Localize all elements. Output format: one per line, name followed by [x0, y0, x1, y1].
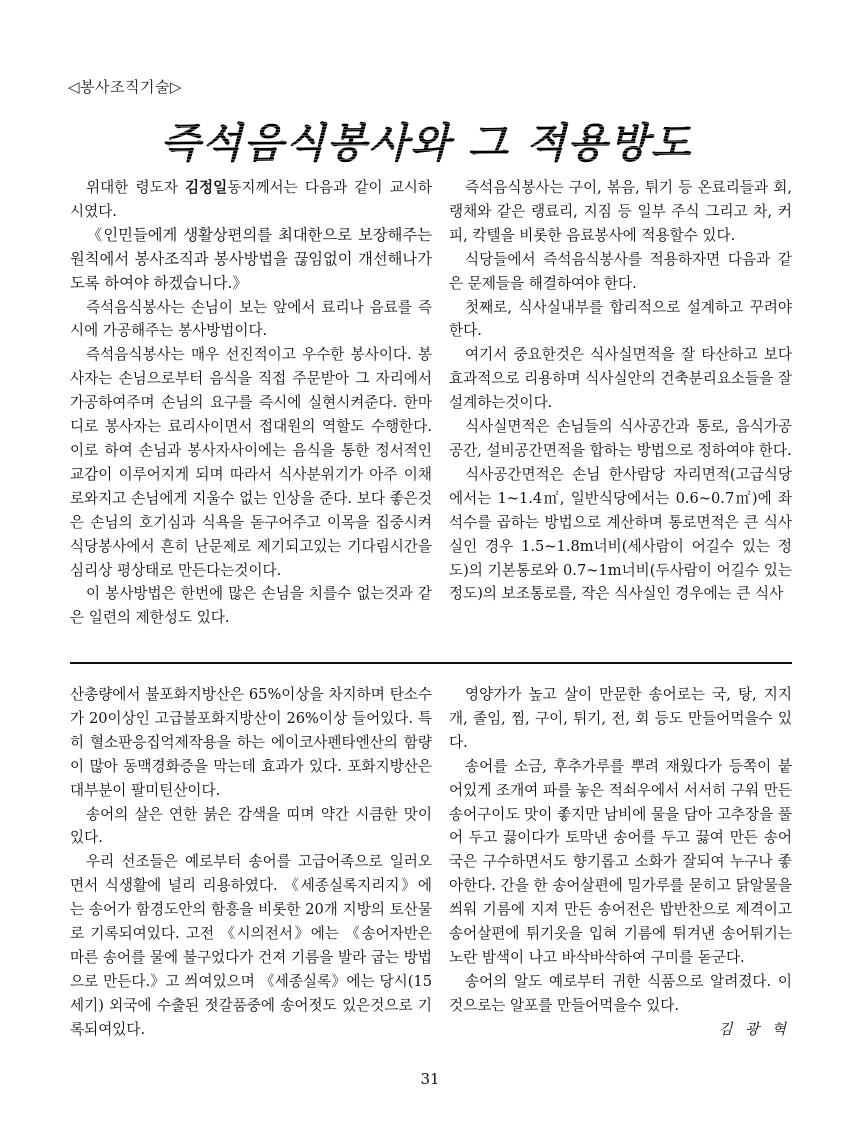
- paragraph: 첫째로, 식사실내부를 합리적으로 설계하고 꾸려야 한다.: [449, 298, 792, 340]
- article-title: 즉석음식봉사와 그 적용방도: [156, 112, 703, 174]
- paragraph: 식사실면적은 손님들의 식사공간과 통로, 음식가공공간, 설비공간면적을 합하는 방법으로 정하여야 한다.: [449, 418, 792, 459]
- paragraph: 우리 선조들은 예로부터 송어를 고급어족으로 일러오면서 식생활에 널리 리용하였다. 《세종실록지리지》에는 송어가 함경도안의 함흥을 비롯한 20개 지방의 토산물로 기록되여있다. 고전 《시의전서》에는 《송어자반은 마른 송어를 물에 불구었다가 건져 기름을 발라 굽는 방법으로 만든다.》고 씌여있으며 《세종실록》에는 당시(15세기) 외국에 수출된 젓갈품중에 송어젓도 있은것으로 기록되여있다.: [70, 853, 432, 1038]
- article-title-block: [60, 112, 800, 174]
- top-left-column: [70, 176, 432, 630]
- bottom-right-column: [449, 683, 792, 1042]
- paragraph: 송어의 알도 예로부터 귀한 식품으로 알려졌다. 이것으로는 알포를 만들어먹을수 있다.: [449, 972, 792, 1014]
- bottom-left-column: [70, 683, 432, 1042]
- quotation-paragraph: 《인민들에게 생활상편의를 최대한으로 보장해주는 원칙에서 봉사조직과 봉사방법을 끊임없이 개선해나가도록 하여야 하겠습니다.》: [70, 225, 432, 292]
- paragraph: 식사공간면적은 손님 한사람당 자리면적(고급식당에서는 1~1.4㎡, 일반식당에서는 0.6~0.7㎡)에 좌석수를 곱하는 방법으로 계산하며 통로면적은 큰 식사실인 경우 1.5~1.8m너비(세사람이 어길수 있는 정도)의 기본통로와 0.7~1m너비(두사람이 어길수 있는 정도)의 보조통로를, 작은 식사실인 경우에는 큰 식사: [449, 465, 792, 603]
- paragraph: 이 봉사방법은 한번에 많은 손님을 치를수 없는것과 같은 일련의 제한성도 있다.: [70, 585, 432, 627]
- intro-text-post: 동지께서는 다음과 같이 교시하시였다.: [70, 179, 432, 220]
- paragraph: 즉석음식봉사는 손님이 보는 앞에서 료리나 음료를 즉시에 가공해주는 봉사방법이다.: [70, 298, 432, 340]
- top-right-column: [449, 176, 792, 606]
- paragraph: 여기서 중요한것은 식사실면적을 잘 타산하고 보다 효과적으로 리용하며 식사실안의 건축분리요소들을 잘 설계하는것이다.: [449, 346, 792, 412]
- leader-name: 김정일: [184, 179, 228, 196]
- page-number: 31: [420, 1070, 440, 1088]
- paragraph: 식당들에서 즉석음식봉사를 적용하자면 다음과 같은 문제들을 해결하여야 한다.: [449, 250, 792, 292]
- paragraph: 산총량에서 불포화지방산은 65%이상을 차지하며 탄소수가 20이상인 고급불포화지방산이 26%이상 들어있다. 특히 혈소판응집억제작용을 하는 에이코사펜타엔산의 함량이 많아 동맥경화증을 막는데 효과가 있다. 포화지방산은 대부분이 팔미틴산이다.: [70, 686, 432, 799]
- paragraph: 송어의 살은 연한 붉은 감색을 띠며 약간 시큼한 맛이 있다.: [70, 805, 432, 847]
- paragraph: 즉석음식봉사는 매우 선진적이고 우수한 봉사이다. 봉사자는 손님으로부터 음식을 직접 주문받아 그 자리에서 가공하여주며 손님의 요구를 즉시에 실현시켜준다. 한마디로 봉사자는 료리사이면서 접대원의 역할도 수행한다. 이로 하여 손님과 봉사자사이에는 음식을 통한 정서적인 교감이 이루어지게 되며 따라서 식사분위기가 아주 이채로와지고 손님에게 지울수 없는 인상을 준다. 보다 좋은것은 손님의 호기심과 식욕을 돋구어주고 이목을 집중시켜 식당봉사에서 흔히 난문제로 제기되고있는 기다림시간을 심리상 평상태로 만든다는것이다.: [70, 346, 432, 579]
- section-divider: [70, 662, 792, 664]
- paragraph: 즉석음식봉사는 구이, 볶음, 튀기 등 온료리들과 회, 랭채와 같은 랭료리, 지짐 등 일부 주식 그리고 차, 커피, 칵텔을 비롯한 음료봉사에 적용할수 있다.: [449, 179, 792, 244]
- author-name: 김 광 혁: [718, 1020, 790, 1038]
- intro-paragraph: [70, 176, 432, 224]
- paragraph: 송어를 소금, 후추가루를 뿌려 재웠다가 등쪽이 붙어있게 조개여 파를 놓은 적쇠우에서 서서히 구워 만든 송어구이도 맛이 좋지만 남비에 물을 담아 고추장을 풀어 두고 끓이다가 토막낸 송어를 두고 끓여 만든 송어국은 구수하면서도 향기롭고 소화가 잘되여 누구나 좋아한다. 간을 한 송어살편에 밀가루를 묻히고 닭알물을 씌워 기름에 지져 만든 송어전은 밥반찬으로 제격이고 송어살편에 튀기옷을 입혀 기름에 튀겨낸 송어튀기는 노란 밤색이 나고 바삭바삭하여 구미를 돋군다.: [449, 757, 792, 966]
- paragraph: 영양가가 높고 살이 만문한 송어로는 국, 탕, 지지개, 졸임, 찜, 구이, 튀기, 전, 회 등도 만들어먹을수 있다.: [449, 686, 792, 751]
- section-label: ◁봉사조직기술▷: [68, 78, 183, 96]
- intro-text-pre: 위대한 령도자: [86, 179, 185, 196]
